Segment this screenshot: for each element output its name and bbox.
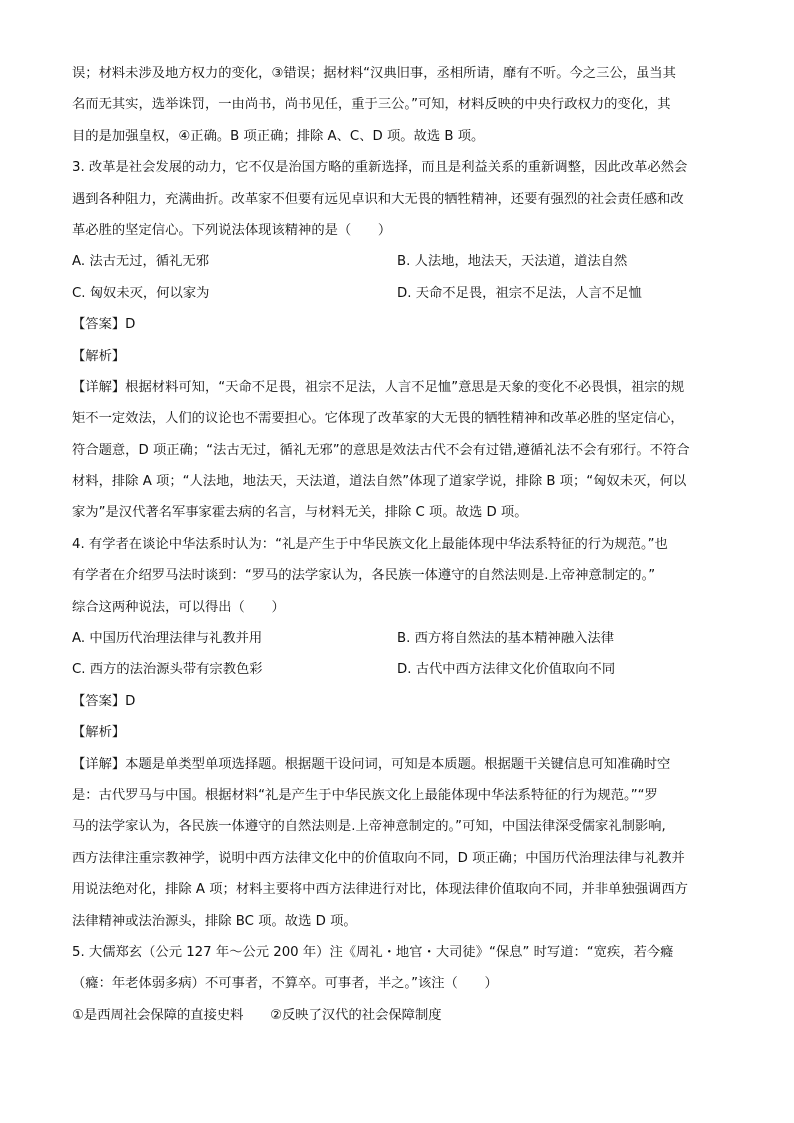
options-row: [72, 623, 728, 654]
answer-label: 【答案】D: [72, 317, 136, 333]
detail-line: 材料，排除 A 项；“人法地，地法天，天法道，道法自然”体现了道家学说，排除 B 项；“匈奴未灭，何以: [72, 474, 687, 490]
option-c: C. 匈奴未灭，何以家为: [72, 285, 210, 301]
question-stem-line: ①是西周社会保障的直接史料 ②反映了汉代的社会保障制度: [72, 1007, 442, 1023]
question-stem-line: 遇到各种阻力，充满曲折。改革家不但要有远见卓识和大无畏的牺牲精神，还要有强烈的社会责任感和改: [72, 191, 684, 207]
options-row: [72, 654, 728, 685]
detail-line: 【详解】本题是单类型单项选择题。根据题干设问词，可知是本质题。根据题干关键信息可知准确时空: [72, 756, 671, 772]
question-3: [72, 152, 728, 529]
option-c: C. 西方的法治源头带有宗教色彩: [72, 662, 263, 678]
question-5: [72, 937, 728, 1031]
detail-line: 法律精神或法治源头，排除 BC 项。故选 D 项。: [72, 913, 357, 929]
option-a: A. 法古无过，循礼无邪: [72, 254, 209, 270]
detail-line: 西方法律注重宗教神学，说明中西方法律文化中的价值取向不同，D 项正确；中国历代治理法律与礼教并: [72, 850, 685, 866]
option-d: D. 古代中西方法律文化价值取向不同: [397, 662, 616, 678]
detail-line: 是：古代罗马与中国。根据材料“礼是产生于中华民族文化上最能体现中华法系特征的行为规范。”“罗: [72, 787, 658, 803]
question-stem-line: 有学者在介绍罗马法时谈到：“罗马的法学家认为，各民族一体遵守的自然法则是.上帝神意制定的。”: [72, 568, 656, 584]
option-a: A. 中国历代治理法律与礼教并用: [72, 631, 263, 647]
question-stem-line: 综合这两种说法，可以得出（ ）: [72, 599, 285, 615]
detail-line: 家为”是汉代著名军事家霍去病的名言，与材料无关，排除 C 项。故选 D 项。: [72, 505, 528, 521]
detail-line: 矩不一定效法，人们的议论也不需要担心。它体现了改革家的大无畏的牺牲精神和改革必胜的坚定信心，: [72, 411, 684, 427]
question-stem-line: 5. 大儒郑玄（公元 127 年～公元 200 年）注《周礼・地官・大司徒》“保息” 时写道：“宽疾，若今癃: [72, 944, 674, 960]
question-4: [72, 529, 728, 937]
text-line: 目的是加强皇权，④正确。B 项正确；排除 A、C、D 项。故选 B 项。: [72, 128, 485, 144]
question-stem-line: 4. 有学者在谈论中华法系时认为：“礼是产生于中华民族文化上最能体现中华法系特征的行为规范。”也: [72, 536, 668, 552]
option-b: B. 西方将自然法的基本精神融入法律: [397, 631, 615, 647]
text-line: 误；材料未涉及地方权力的变化，③错误；据材料“汉典旧事，丞相所请，靡有不听。今之三公，虽当其: [72, 66, 676, 81]
question-stem-line: 革必胜的坚定信心。下列说法体现该精神的是（ ）: [72, 222, 392, 238]
detail-line: 【详解】根据材料可知，“天命不足畏，祖宗不足法，人言不足恤”意思是天象的变化不必畏惧，祖宗的规: [72, 379, 685, 395]
option-d: D. 天命不足畏，祖宗不足法，人言不足恤: [397, 285, 642, 301]
detail-line: 马的法学家认为，各民族一体遵守的自然法则是.上帝神意制定的。”可知，中国法律深受儒家礼制影响,: [72, 819, 666, 835]
options-row: [72, 246, 728, 277]
options-row: [72, 278, 728, 309]
document-page: [72, 58, 728, 1031]
question-stem-line: 3. 改革是社会发展的动力，它不仅是治国方略的重新选择，而且是利益关系的重新调整，因此改革必然会: [72, 160, 688, 176]
option-b: B. 人法地，地法天，天法道，道法自然: [397, 254, 628, 270]
question-stem-line: （癃：年老体弱多病）不可事者，不算卒。可事者，半之。”该注（ ）: [72, 976, 498, 992]
detail-line: 用说法绝对化，排除 A 项；材料主要将中西方法律进行对比，体现法律价值取向不同，并非单独强调西方: [72, 882, 688, 898]
answer-label: 【答案】D: [72, 693, 136, 709]
detail-line: 符合题意，D 项正确；“法古无过，循礼无邪”的意思是效法古代不会有过错,遵循礼法不会有邪行。不符合: [72, 442, 690, 458]
analysis-label: 【解析】: [72, 348, 126, 364]
analysis-label: 【解析】: [72, 725, 126, 741]
text-line: 名而无其实，选举诛罚，一由尚书，尚书见任，重于三公。”可知，材料反映的中央行政权力的变化，其: [72, 97, 671, 113]
